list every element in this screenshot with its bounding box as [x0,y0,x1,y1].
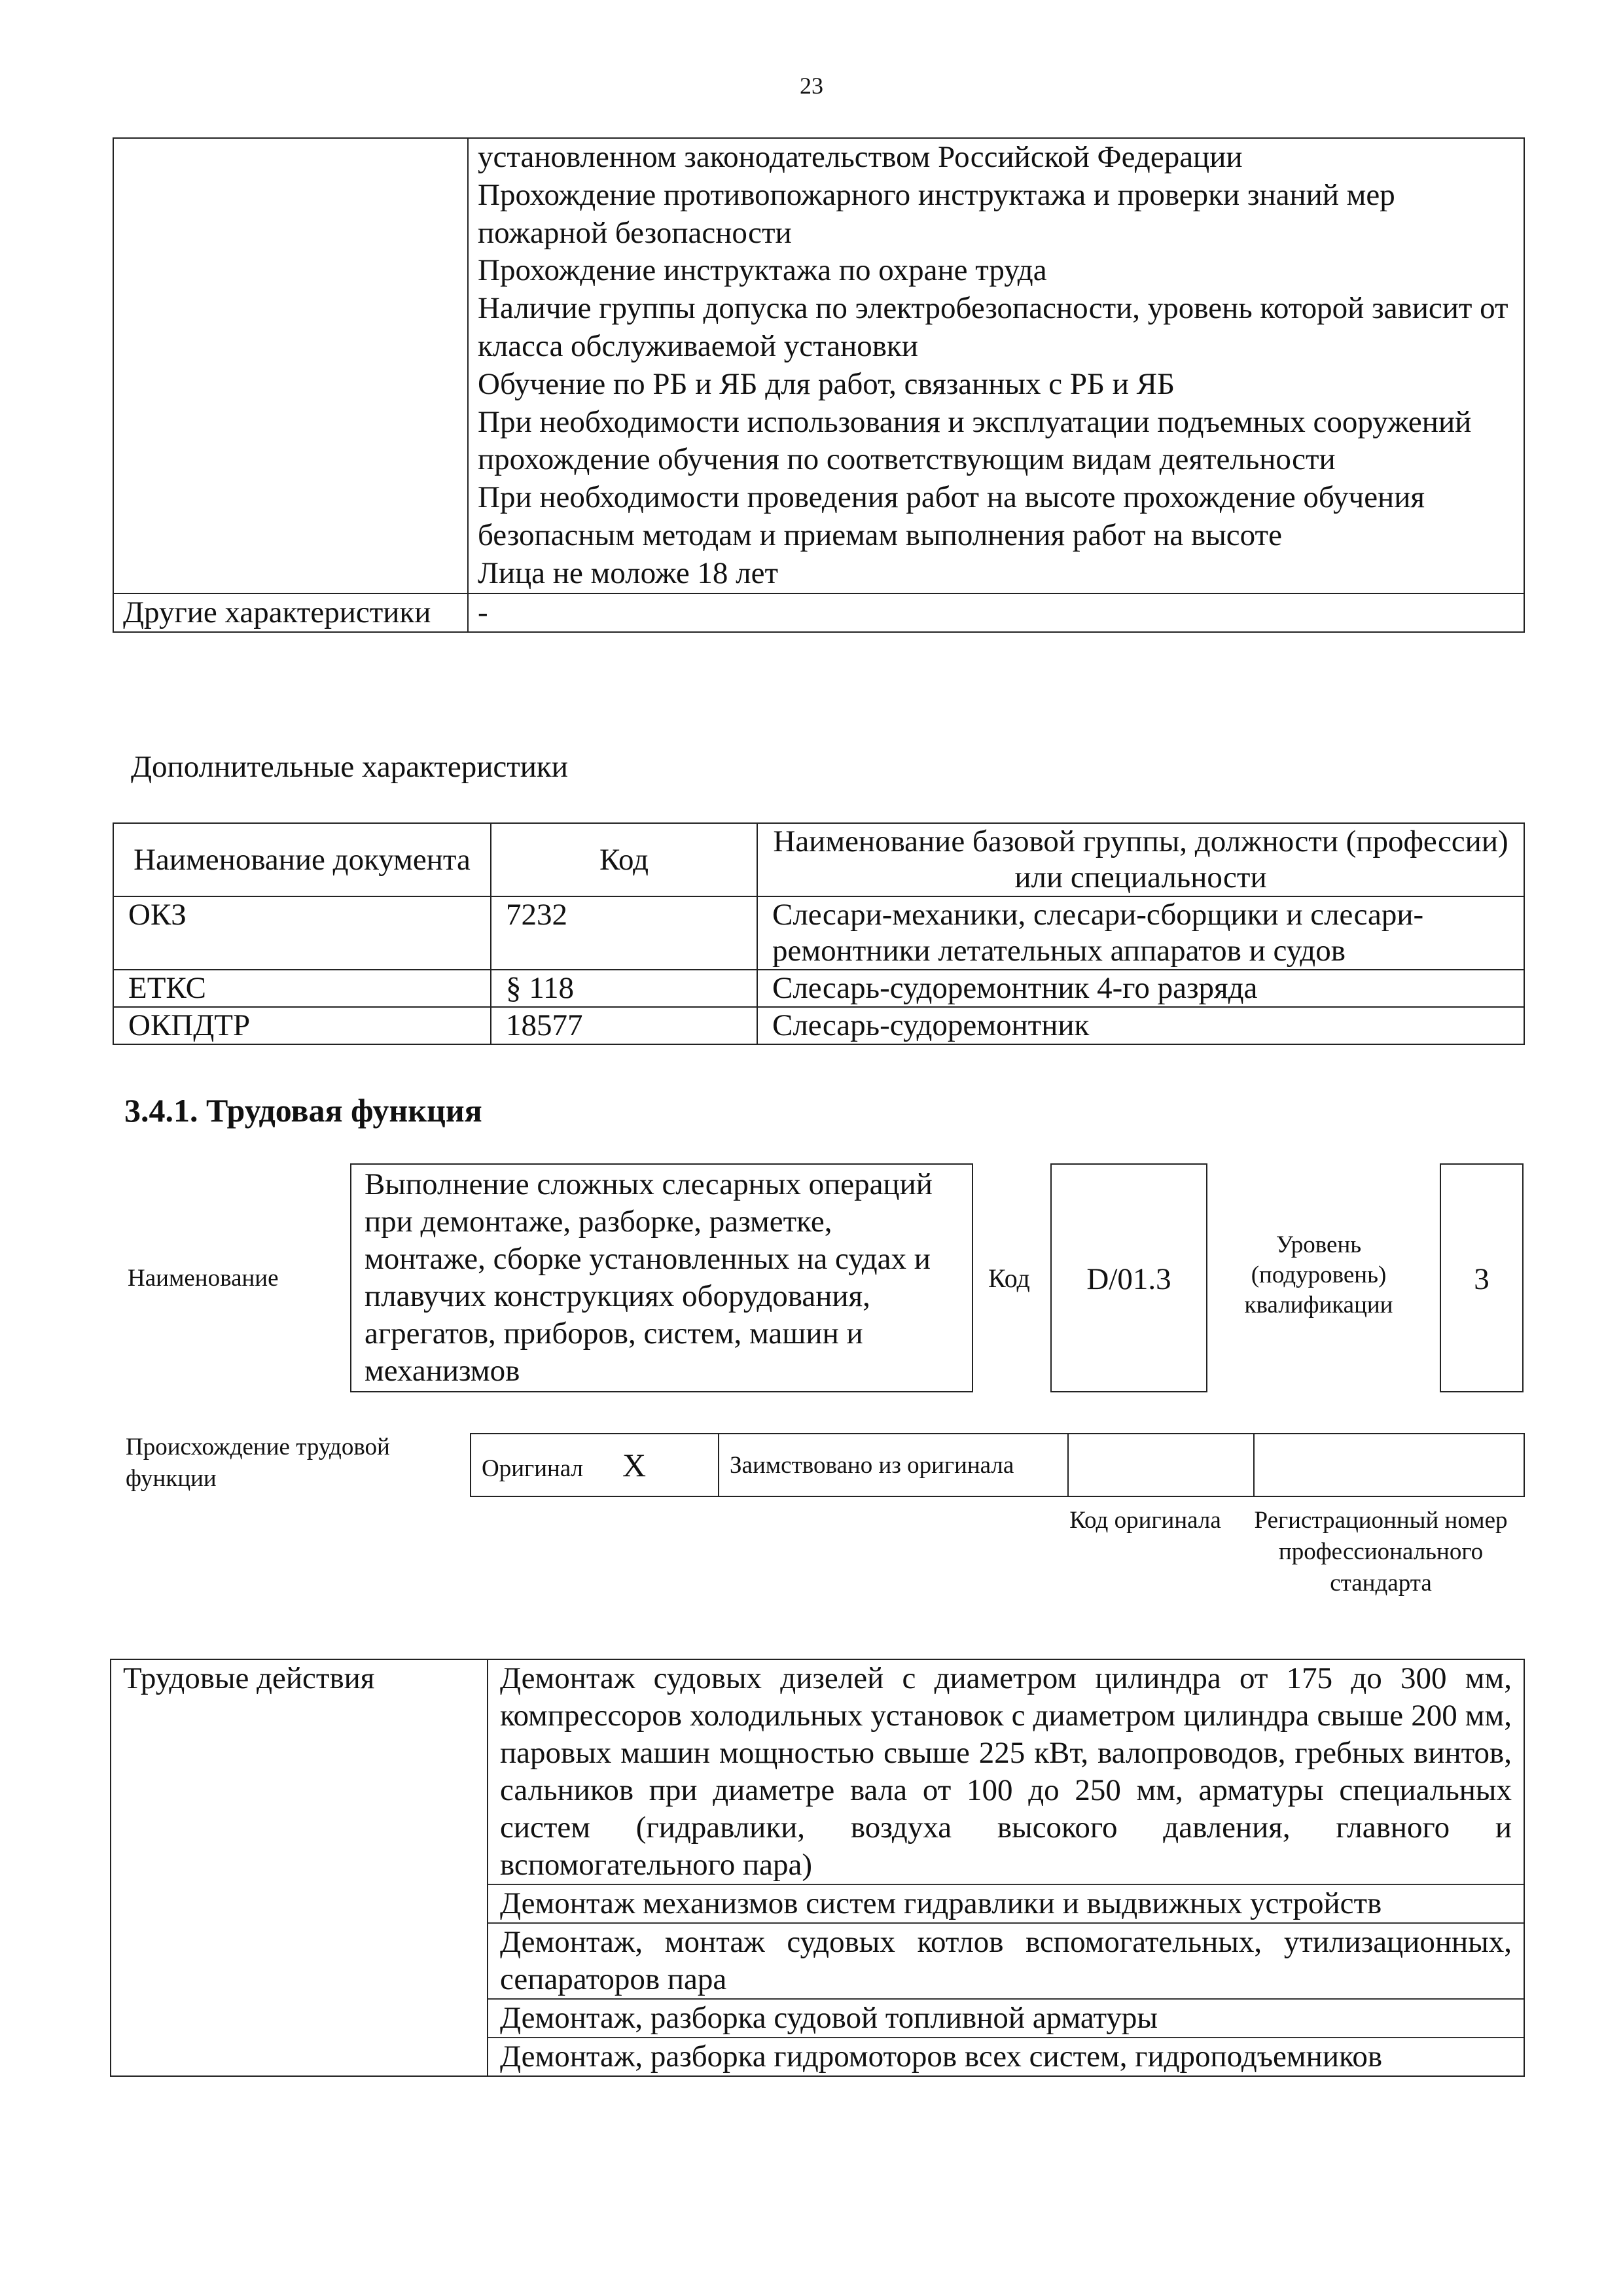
labor-action: Демонтаж, разборка гидромоторов всех систем, гидроподъемников [488,2037,1524,2075]
other-characteristics-value: - [468,593,1524,633]
code-label: Код [988,1263,1030,1293]
origin-label: Происхождение трудовой функции [126,1434,390,1492]
section-title: 3.4.1. Трудовая функция [124,1092,482,1129]
requirement-line: Обучение по РБ и ЯБ для работ, связанных с РБ и ЯБ [478,366,1175,401]
labor-action: Демонтаж, монтаж судовых котлов вспомогательных, утилизационных, сепараторов пара [488,1922,1524,1998]
labor-actions-label: Трудовые действия [111,1659,488,2076]
table-cell: 18577 [491,1007,757,1044]
table-cell: Слесарь-судоремонтник 4-го разряда [757,970,1524,1007]
borrowed-cell: Заимствовано из оригинала [719,1434,1068,1496]
requirement-line: При необходимости проведения работ на высоте прохождение обучения безопасным методам и приемам выполнения работ на высоте [478,480,1425,552]
original-code-cell [1068,1434,1254,1496]
qualification-level-box: 3 [1440,1163,1524,1392]
column-header: Наименование документа [113,823,491,896]
original-mark: X [622,1447,647,1483]
original-label: Оригинал [482,1455,584,1482]
labor-actions-table [110,1659,1525,2077]
original-code-caption: Код оригинала [1069,1507,1221,1534]
requirement-line: Лица не моложе 18 лет [478,556,779,590]
requirement-line: Прохождение противопожарного инструктажа и проверки знаний мер пожарной безопасности [478,177,1395,250]
requirements-table [113,137,1525,633]
table-cell: ЕТКС [113,970,491,1007]
registration-number-caption: Регистрационный номер профессионального стандарта [1254,1507,1508,1597]
page-number: 23 [800,73,823,99]
table-cell: 7232 [491,896,757,970]
requirements-cell [468,138,1524,593]
table-cell: Слесари-механики, слесари-сборщики и слесари-ремонтники летательных аппаратов и судов [757,896,1524,970]
column-header: Код [491,823,757,896]
table-row [113,1007,1524,1044]
labor-action: Демонтаж судовых дизелей с диаметром цилиндра от 175 до 300 мм, компрессоров холодильных установок с диаметром цилиндра свыше 200 мм, паровых машин мощностью свыше 225 кВт, валопроводов, гребных винтов, сальников при диаметре вала от 100 до 250 мм, арматуры специальных систем (гидравлики, воздуха высокого давления, главного и вспомогательного пара) [500,1661,1512,1882]
table-row [113,970,1524,1007]
column-header: Наименование базовой группы, должности (профессии) или специальности [757,823,1524,896]
requirement-line: Прохождение инструктажа по охране труда [478,253,1047,288]
other-characteristics-label: Другие характеристики [113,593,468,633]
additional-characteristics-heading: Дополнительные характеристики [131,750,568,784]
requirement-line: При необходимости использования и эксплуатации подъемных сооружений прохождение обучения по соответствующим видам деятельности [478,404,1472,477]
requirement-line: Наличие группы допуска по электробезопасности, уровень которой зависит от класса обслуживаемой установки [478,291,1508,363]
qualification-level-label: Уровень (подуровень) квалификации [1244,1231,1393,1318]
empty-label-cell [113,138,468,593]
table-cell: ОКПДТР [113,1007,491,1044]
name-label: Наименование [128,1265,279,1292]
table-cell: Слесарь-судоремонтник [757,1007,1524,1044]
table-row [113,896,1524,970]
origin-table [470,1433,1525,1497]
registration-number-cell [1254,1434,1524,1496]
additional-characteristics-table [113,822,1525,1045]
function-code-box: D/01.3 [1050,1163,1207,1392]
original-cell [471,1434,719,1496]
table-cell: § 118 [491,970,757,1007]
labor-action: Демонтаж механизмов систем гидравлики и выдвижных устройств [488,1884,1524,1922]
table-cell: ОКЗ [113,896,491,970]
labor-action: Демонтаж, разборка судовой топливной арматуры [488,1998,1524,2037]
requirement-line: установленном законодательством Российской Федерации [478,140,1243,174]
labor-actions-cell [488,1659,1524,2076]
function-name-box: Выполнение сложных слесарных операций при демонтаже, разборке, разметке, монтаже, сборке установленных на судах и плавучих конструкциях оборудования, агрегатов, приборов, систем, машин и механизмов [350,1163,973,1392]
